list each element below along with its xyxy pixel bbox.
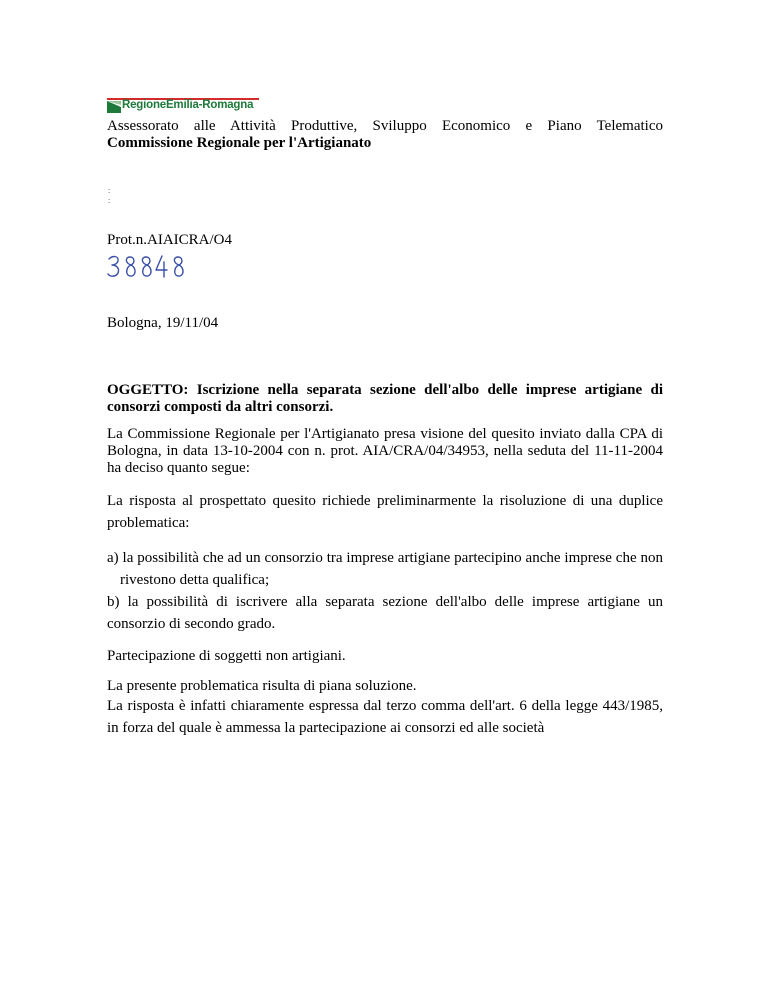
protocol-label: Prot.n.AIAICRA/O4 xyxy=(107,232,233,248)
paragraph-intro: La Commissione Regionale per l'Artigianato presa visione del quesito inviato dalla CPA di Bologna, in data 13-10-2004 con n. prot. AIA/CRA/04/34953, nella seduta del 11-11-2004 ha deciso quanto segue: xyxy=(107,426,663,476)
section-title: Partecipazione di soggetti non artigiani. xyxy=(107,648,346,664)
region-flag-icon xyxy=(107,101,121,113)
handwritten-protocol-number xyxy=(107,250,197,282)
paragraph-solution-body: La risposta è infatti chiaramente espressa dal terzo comma dell'art. 6 della legge 443/1985, in forza del quale è ammessa la partecipazione ai consorzi ed alle società xyxy=(107,698,663,736)
document-page xyxy=(107,96,663,736)
list-item-a: a) la possibilità che ad un consorzio tra imprese artigiane partecipino anche imprese che non rivestono detta qualifica; xyxy=(107,550,663,588)
region-logo xyxy=(107,96,259,116)
document-date: Bologna, 19/11/04 xyxy=(107,315,219,331)
commission-name: Commissione Regionale per l'Artigianato xyxy=(107,135,372,151)
scan-specks: : : xyxy=(108,186,111,205)
paragraph-solution-lead: La presente problematica risulta di piana soluzione. xyxy=(107,678,417,694)
subject-line: OGGETTO: Iscrizione nella separata sezione dell'albo delle imprese artigiane di consorzi composti da altri consorzi. xyxy=(107,382,663,415)
department-name: Assessorato alle Attività Produttive, Sviluppo Economico e Piano Telematico xyxy=(107,118,663,134)
letter-body xyxy=(107,382,663,739)
paragraph-question: La risposta al prospettato quesito richiede preliminarmente la risoluzione di una duplice problematica: xyxy=(107,493,663,531)
logo-text: RegioneEmilia-Romagna xyxy=(122,99,254,111)
list-item-b: b) la possibilità di iscrivere alla separata sezione dell'albo delle imprese artigiane un consorzio di secondo grado. xyxy=(107,594,663,632)
